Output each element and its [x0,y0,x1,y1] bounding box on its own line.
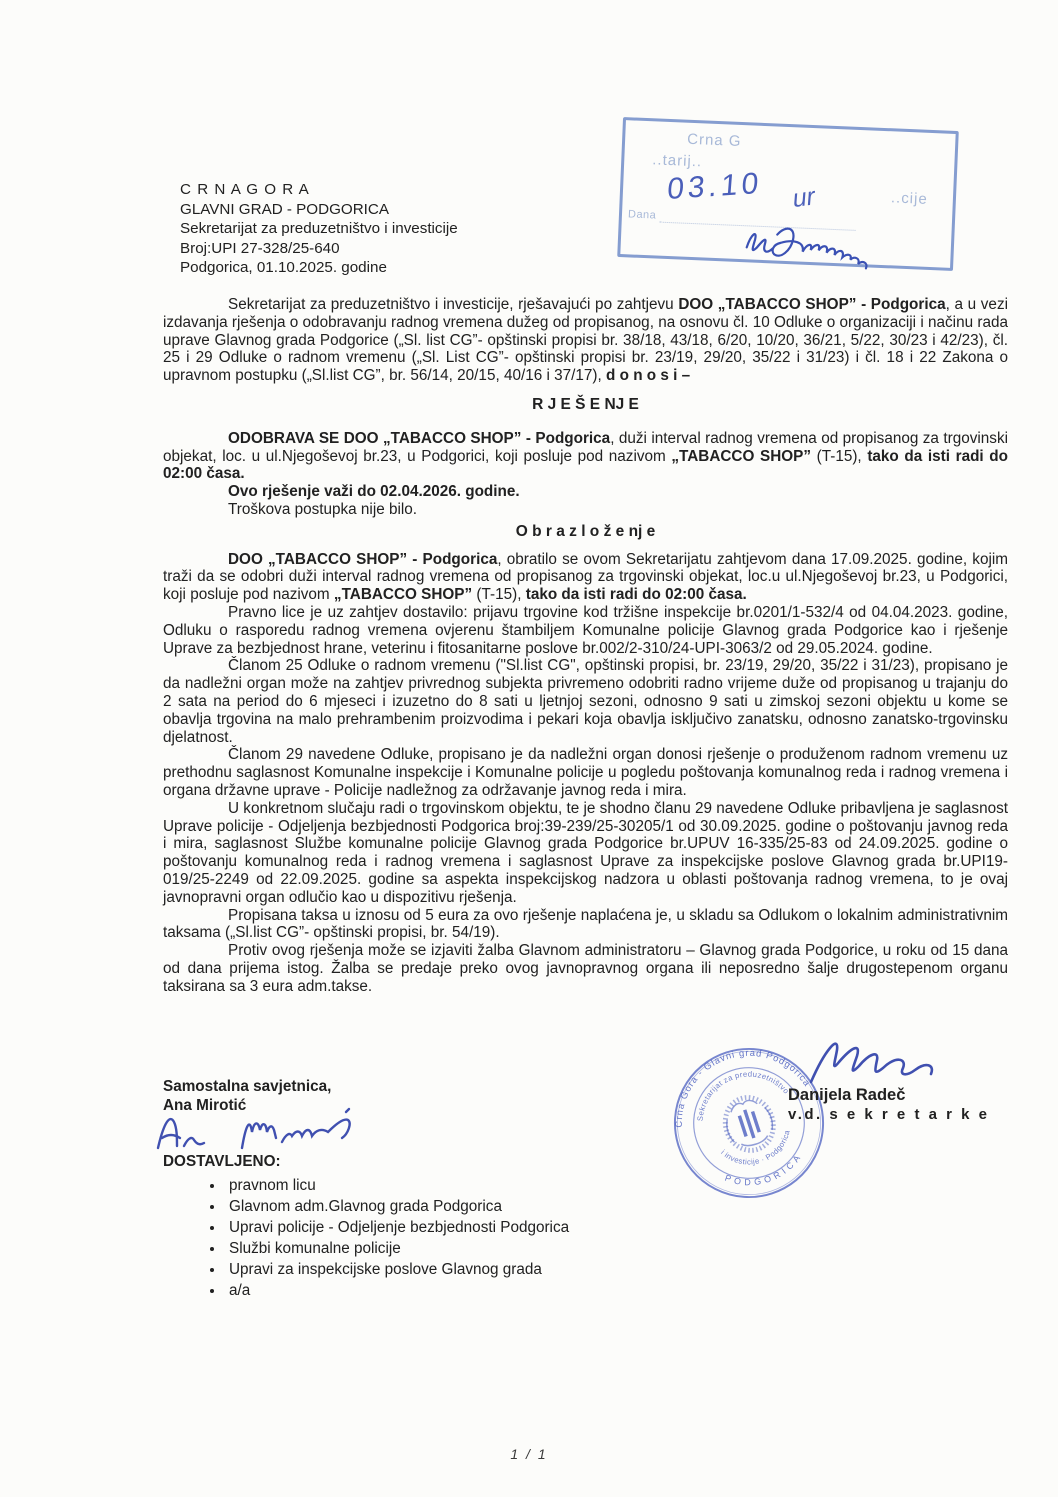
delivered-item: • a/a [225,1281,569,1301]
receipt-stamp-faint-text: ..tarij.. [651,151,703,171]
intro-text: Sekretarijat za preduzetništvo i investicije, rješavajući po zahtjevu [228,296,679,313]
letterhead [180,180,458,278]
delivered-list [163,1176,569,1301]
working-hours-bold: tako da isti radi do 02:00 časa. [163,447,1008,483]
handwritten-note: ur [791,181,817,214]
advisor-role: Samostalna savjetnica, [163,1078,332,1095]
working-hours-bold: tako da isti radi do 02:00 časa. [525,586,747,604]
shop-name-bold: „TABACCO SHOP” [671,447,811,465]
letterhead-city: GLAVNI GRAD - PODGORICA [180,200,389,218]
explanation-text: , obratilo se ovom Sekretarijatu zahtjevom dana 17.09.2025. godine, kojim traži da se odobri duži interval radnog vremena od propisanog za trgovinski objekat, loc.u ul.Njegoševoj br.23, u Podgorici, koji posluje pod nazivom [163,550,1008,604]
receipt-stamp [617,117,959,271]
seal-inner-bottom-text: i investicije · Podgorica [719,1129,792,1167]
shop-name-bold: „TABACCO SHOP” [333,586,473,604]
explanation-paragraph-4: Članom 29 navedene Odluke, propisano je da nadležni organ donosi rješenje o produženom radnom vremenu uz prethodnu saglasnost Komunalne inspekcije i Komunalne policije u pogledu poštovanja komunalnog reda i radnog vremena i organa državne uprave - Policije nadležnog za održavanje javnog reda i mira. [163,746,1008,799]
intro-text: , a u vezi izdavanja rješenja o odobravanju radnog vremena dužeg od propisanog, na osnovu čl. 10 Odluke o organizaciji i načinu rada uprave Glavnog grada Podgorice („Sl. list CG”- opštinski propisi br. 38/18, 43/18, 6/20, 10/20, 36/21, 5/22, 30/23 i 42/23), čl. 25 i 29 Odluke o radnom vremenu („Sl. List CG”- opštinski propisi br. 23/19, 29/20, 35/22 i 31/23) i čl. 18 i 22 Zakona o upravnom postupku („Sl.list CG”, br. 56/14, 20/15, 40/16 i 37/17), [163,296,1008,385]
explanation-text: (T-15), [472,586,526,604]
secretary-name: Danijela Radeč [788,1086,906,1104]
explanation-paragraph-5: U konkretnom slučaju radi o trgovinskom objektu, te je shodno članu 29 navedene Odluke pribavljena je saglasnost Uprave policije - Odjeljenja bezbjednosti Podgorica broj:39-239/25-30205/1 od 30.09.2025. godine o poštovanju javnog reda i mira, saglasnost Službe komunalne policije Glavnog grada Podgorice br.UPUV 16-335/25-83 od 24.09.2025. godine o poštovanju komunalnog reda i radnog vremena i saglasnost Uprave za inspekcijske poslove Glavnog grada br.UPI19-019/25-2249 od 22.09.2025. godine sa aspekta inspekcijskog nadzora u oblasti poštovanja radnog vremena, to je ovaj javnopravni organ odlučio kao u dispozitivu rješenja. [163,799,1008,906]
handwritten-signature-secretary [803,1032,963,1094]
receipt-stamp-faint-text: ..cije [890,189,929,208]
validity-line: Ovo rješenje važi do 02.04.2026. godine. [228,483,520,501]
costs-line: Troškova postupka nije bilo. [228,500,418,518]
explanation-paragraph-1 [163,551,1008,604]
seal-outer-top-text: Crna Gora - Glavni grad Podgorica [673,1047,813,1128]
page-number: 1 / 1 [510,1446,548,1462]
delivered-item: • Upravi za inspekcijske poslove Glavnog grada [225,1260,569,1280]
advisor-name: Ana Mirotić [163,1096,247,1114]
resolution-text: (T-15), [811,447,868,465]
letterhead-place-date: Podgorica, 01.10.2025. godine [180,259,387,277]
delivered-title: DOSTAVLJENO: [163,1153,281,1170]
handwritten-date: 03.10 [666,166,764,207]
handwritten-signature-stamp [732,213,944,282]
explanation-paragraph-6: Propisana taksa u iznosu od 5 eura za ovo rješenje naplaćena je, u skladu sa Odlukom o lokalnim administrativnim taksama („Sl.list CG”- opštinski propisi, br. 54/19). [163,906,1008,942]
seal-outer-bottom-text: PODGORICA [723,1150,805,1188]
intro-paragraph [163,296,1008,385]
resolution-paragraph [163,430,1008,483]
letterhead-case-number: Broj:UPI 27-328/25-640 [180,239,340,257]
document-body [163,296,1008,995]
explanation-paragraph-2: Pravno lice je uz zahtjev dostavilo: prijavu trgovine kod tržišne inspekcije br.0201/1-532/4 od 04.04.2023. godine, Odluku o rasporedu radnog vremena ovjerenu štambiljem Komunalne policije Glavnog grada Podgorice kao i rješenje Uprave za bezbjednost hrane, veterinu i fitosanitarne poslove br.002/2-310/24-UPI-3063/2 od 29.05.2024. godine. [163,603,1008,657]
explanation-paragraph-7: Protiv ovog rješenja može se izjaviti žalba Glavnom administratoru – Glavnog grada Podgorice, u roku od 15 dana od dana prijema istog. Žalba se predaje preko ovog javnopravnog organa ili neposredno šalje drugostepenom organu taksirana sa 3 eura adm.takse. [163,942,1008,995]
delivered-item: • Službi komunalne policije [225,1239,569,1259]
donosi-bold: d o n o s i – [606,367,691,385]
delivered-item: • Glavnom adm.Glavnog grada Podgorica [225,1197,569,1217]
company-name-bold: DOO „TABACCO SHOP” - Podgorica [678,296,946,313]
seal-emblem-eagle [738,1108,760,1140]
delivered-section [163,1152,569,1302]
explanation-title: O b r a z l o ž e nj e [515,522,656,540]
resolution-odobrava-bold: ODOBRAVA SE DOO „TABACCO SHOP” - Podgorica [228,429,611,447]
delivered-item: • pravnom licu [225,1176,569,1196]
secretary-signoff [788,1086,989,1124]
receipt-stamp-faint-text: Crna G [686,130,742,150]
secretary-role: v.d. s e k r e t a r k e [788,1106,990,1123]
letterhead-country: C R N A G O R A [180,181,310,198]
resolution-text: , duži interval radnog vremena od propisanog za trgovinski objekat, loc. u ul.Njegoševoj br.23, u Podgorici, koji posluje pod nazivom [163,429,1008,465]
explanation-paragraph-3: Članom 25 Odluke o radnom vremenu ("Sl.list CG", opštinski propisi, br. 23/19, 29/20, 35/22 i 31/23), propisano je da nadležni organ može na zahtjev privrednog subjekta privremeno odobriti radno vrijeme duže od propisanog u trajanju do 2 sata na period do 6 mjeseci i izuzetno do 8 sati u ljetnjoj sezoni, odnosno 9 sati u zimskoj sezoni objektu u kome se obavlja trgovina na malo prehrambenim proizvodima i pekari koja obavlja isključivo zanatsku, odnosno zanatsko-trgovinsku djelatnost. [163,657,1008,746]
receipt-stamp-date-label: Dana [627,208,657,222]
seal-inner-top-text: Sekretarijat za preduzetništvo [695,1069,791,1122]
letterhead-office: Sekretarijat za preduzetništvo i investicije [180,220,458,238]
company-name-bold: DOO „TABACCO SHOP” - Podgorica [228,550,498,568]
delivered-item: • Upravi policije - Odjeljenje bezbjednosti Podgorica [225,1218,569,1238]
resolution-title: R J E Š E NJ E [532,395,639,413]
